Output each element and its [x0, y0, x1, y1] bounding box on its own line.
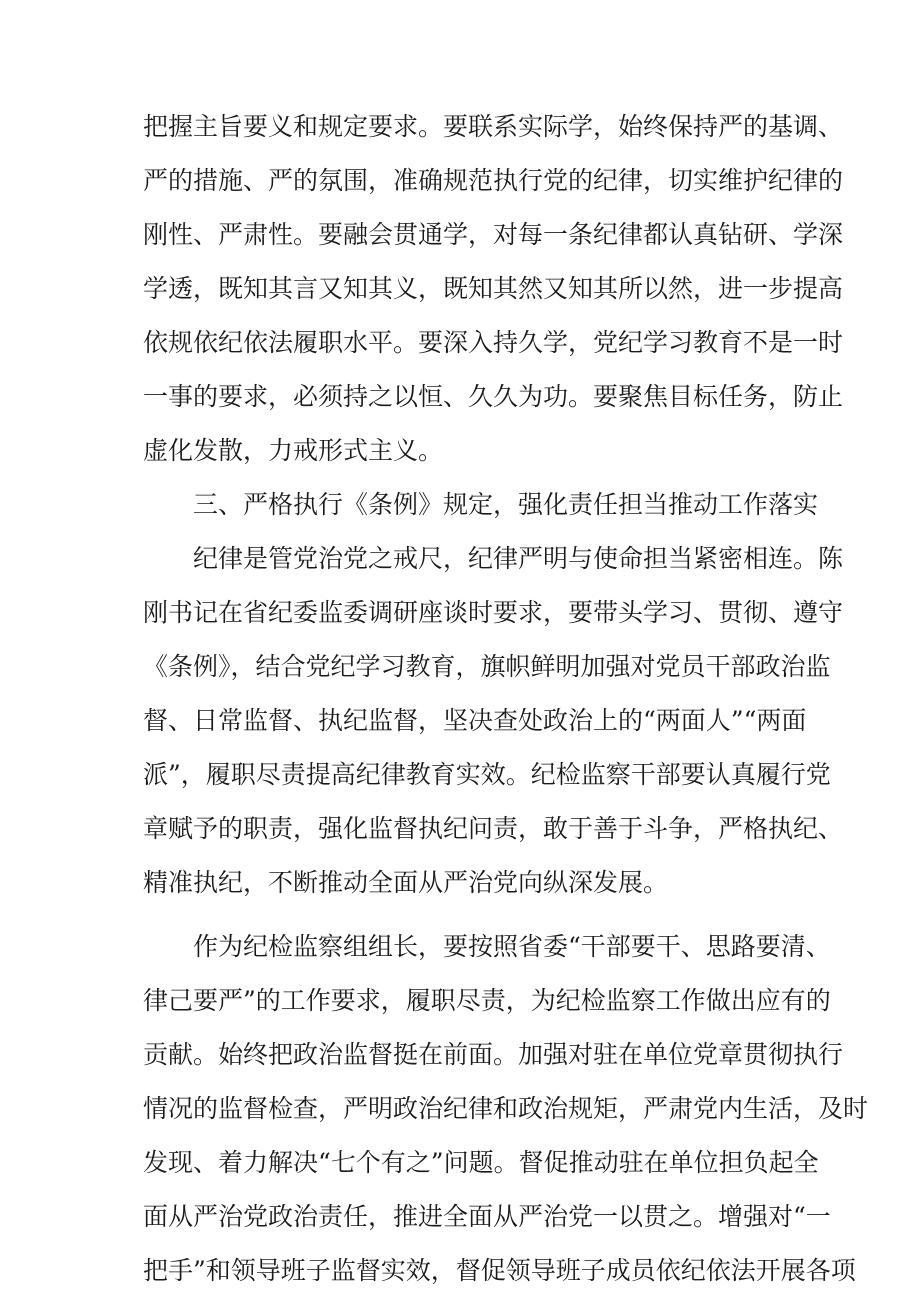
text-line: 作为纪检监察组组长，要按照省委“干部要干、思路要清、 — [193, 932, 831, 961]
text-line: 严的措施、严的氛围，准确规范执行党的纪律，切实维护纪律的 — [143, 166, 844, 195]
text-line: 把握主旨要义和规定要求。要联系实际学，始终保持严的基调、 — [143, 112, 844, 141]
text-line: 精准执纪，不断推动全面从严治党向纵深发展。 — [143, 868, 669, 897]
text-line: 督、日常监督、执纪监督，坚决查处政治上的“两面人”“两面 — [143, 706, 807, 735]
text-line: 章赋予的职责，强化监督执纪问责，敢于善于斗争，严格执纪、 — [143, 814, 844, 843]
text-line: 《条例》，结合党纪学习教育，旗帜鲜明加强对党员干部政治监 — [143, 652, 831, 681]
text-line: 发现、着力解决“七个有之”问题。督促推动驻在单位担负起全 — [143, 1148, 819, 1177]
text-line: 虚化发散，力戒形式主义。 — [143, 436, 444, 465]
text-line: 派”，履职尽责提高纪律教育实效。纪检监察干部要认真履行党 — [143, 760, 831, 789]
text-line: 刚书记在省纪委监委调研座谈时要求，要带头学习、贯彻、遵守 — [143, 598, 844, 627]
text-line: 依规依纪依法履职水平。要深入持久学，党纪学习教育不是一时 — [143, 328, 844, 357]
text-line: 一事的要求，必须持之以恒、久久为功。要聚焦目标任务，防止 — [143, 382, 844, 411]
text-line: 面从严治党政治责任，推进全面从严治党一以贯之。增强对“一 — [143, 1202, 831, 1231]
text-line: 刚性、严肃性。要融会贯通学，对每一条纪律都认真钻研、学深 — [143, 220, 844, 249]
text-line: 律己要严”的工作要求，履职尽责，为纪检监察工作做出应有的 — [143, 986, 831, 1015]
text-line: 情况的监督检查，严明政治纪律和政治规矩，严肃党内生活，及时 — [143, 1094, 869, 1123]
text-line: 把手”和领导班子监督实效，督促领导班子成员依纪依法开展各项 — [143, 1256, 856, 1285]
text-line: 贡献。始终把政治监督挺在前面。加强对驻在单位党章贯彻执行 — [143, 1040, 844, 1069]
section-heading: 三、严格执行《条例》规定，强化责任担当推动工作落实 — [193, 490, 819, 519]
text-line: 纪律是管党治党之戒尺，纪律严明与使命担当紧密相连。陈 — [193, 544, 844, 573]
text-line: 学透，既知其言又知其义，既知其然又知其所以然，进一步提高 — [143, 274, 844, 303]
